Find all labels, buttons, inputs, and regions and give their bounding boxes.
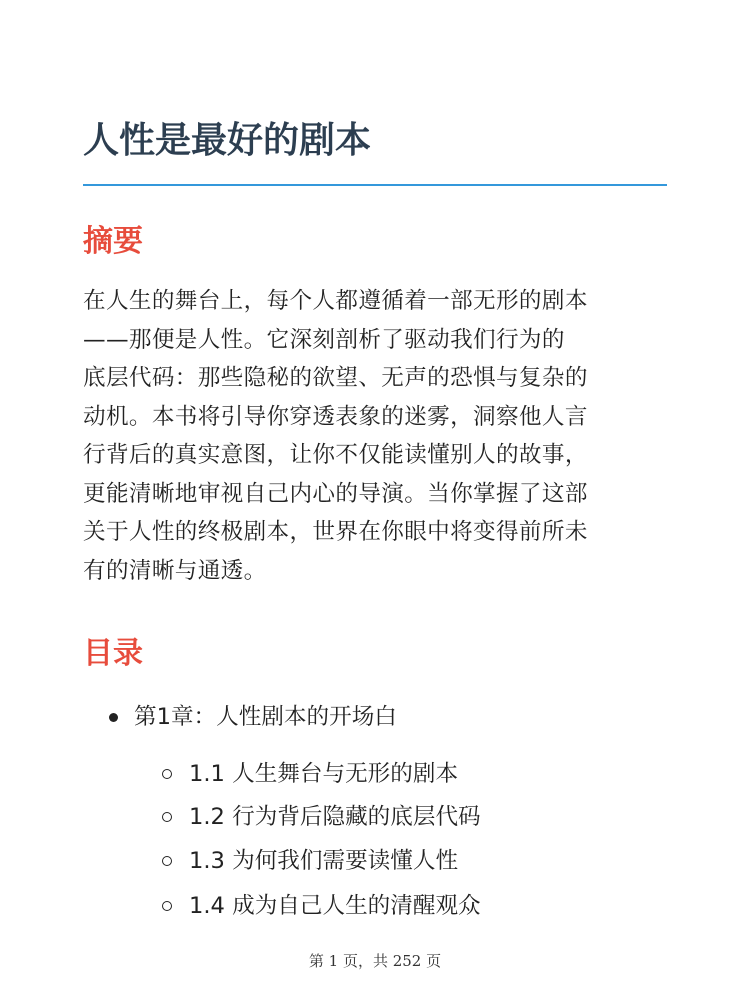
title-divider [83, 184, 667, 186]
toc-section-item [162, 755, 458, 793]
toc-section-label: 1.2 行为背后隐藏的底层代码 [189, 804, 481, 830]
toc-section-item [162, 798, 481, 836]
toc-section-label: 1.1 人生舞台与无形的剧本 [189, 761, 459, 787]
toc-chapter-item [109, 698, 397, 736]
abstract-line: 底层代码：那些隐秘的欲望、无声的恐惧与复杂的 [83, 365, 588, 391]
page-title: 人性是最好的剧本 [83, 120, 372, 161]
toc-section-item [162, 887, 481, 925]
abstract-heading: 摘要 [83, 224, 143, 259]
bullet-circle-icon [162, 769, 172, 779]
abstract-line: ——那便是人性。它深刻剖析了驱动我们行为的 [83, 326, 565, 353]
bullet-disc-icon [109, 713, 118, 722]
toc-section-label: 1.3 为何我们需要读懂人性 [189, 848, 459, 874]
bullet-circle-icon [162, 901, 172, 911]
bullet-circle-icon [162, 856, 172, 866]
abstract-line: 关于人性的终极剧本，世界在你眼中将变得前所未 [83, 519, 588, 545]
toc-section-label: 1.4 成为自己人生的清醒观众 [189, 893, 481, 919]
page-footer: 第 1 页，共 252 页 [308, 952, 442, 970]
abstract-line: 有的清晰与通透。 [83, 557, 267, 584]
abstract-line: 更能清晰地审视自己内心的导演。当你掌握了这部 [83, 480, 588, 507]
abstract-line: 在人生的舞台上，每个人都遵循着一部无形的剧本 [83, 288, 588, 314]
bullet-circle-icon [162, 812, 172, 822]
abstract-paragraph [83, 282, 673, 590]
toc-section-item [162, 842, 458, 880]
toc-chapter-label: 第1章：人性剧本的开场白 [134, 704, 397, 730]
abstract-line: 动机。本书将引导你穿透表象的迷雾，洞察他人言 [83, 403, 588, 430]
toc-heading: 目录 [83, 636, 143, 671]
abstract-line: 行背后的真实意图，让你不仅能读懂别人的故事， [83, 442, 588, 468]
